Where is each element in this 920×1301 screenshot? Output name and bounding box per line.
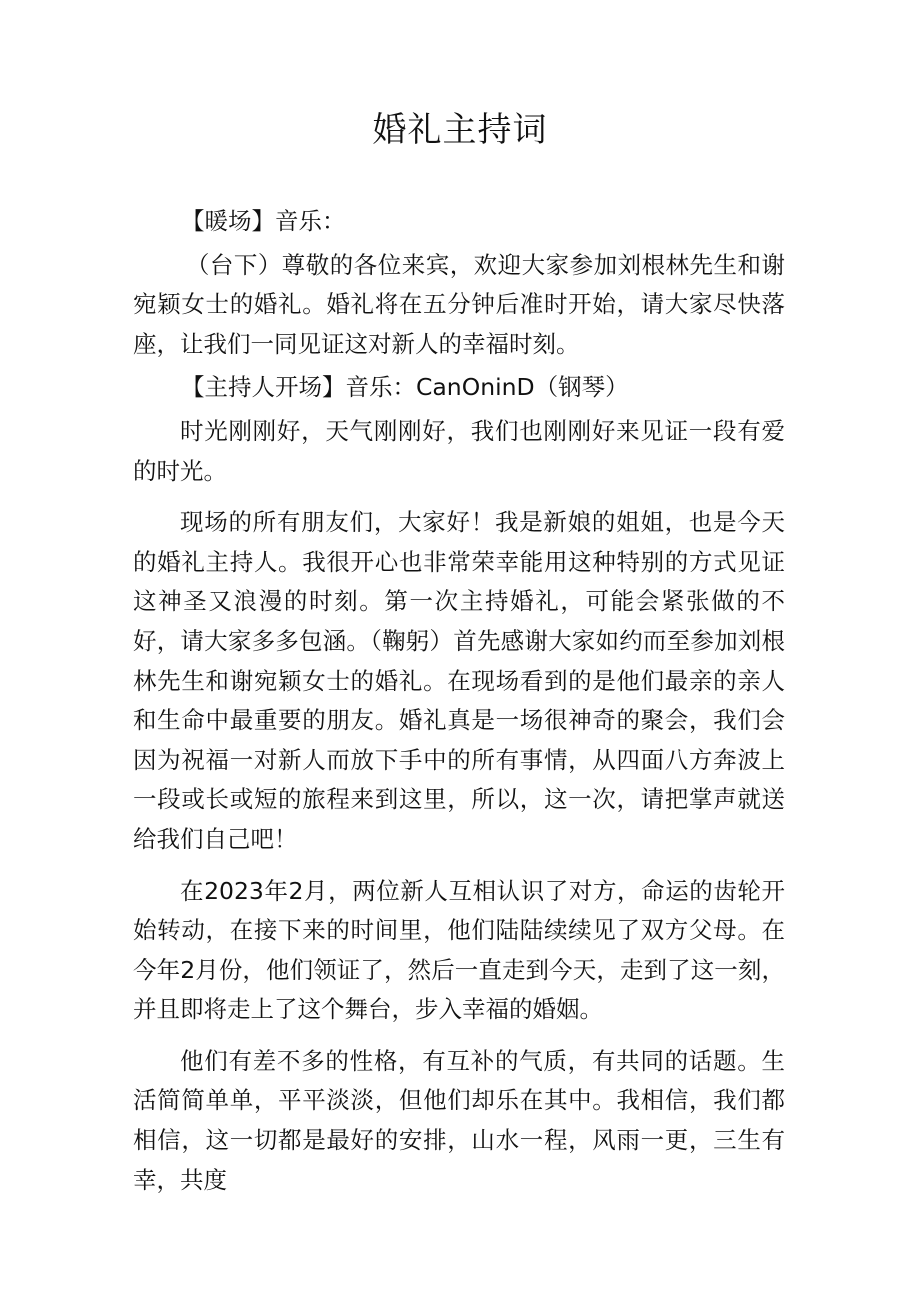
paragraph-couple-character: 他们有差不多的性格，有互补的气质，有共同的话题。生活简简单单，平平淡淡，但他们却乐在其中。我相信，我们都相信，这一切都是最好的安排，山水一程，风雨一更，三生有幸，共度 (133, 1046, 785, 1194)
paragraph-couple-story: 在2023年2月，两位新人互相认识了对方，命运的齿轮开始转动，在接下来的时间里，他们陆陆续续见了双方父母。在今年2月份，他们领证了，然后一直走到今天，走到了这一刻，并且即将走上了这个舞台，步入幸福的婚姻。 (133, 876, 785, 1024)
section-label-host-opening: 【主持人开场】音乐：CanOninD（钢琴） (181, 373, 629, 402)
document-title: 婚礼主持词 (372, 110, 548, 150)
document-body (133, 202, 785, 1212)
section-label-warmup: 【暖场】音乐： (181, 207, 346, 235)
paragraph-host-introduction: 现场的所有朋友们，大家好！我是新娘的姐姐，也是今天的婚礼主持人。我很开心也非常荣幸能用这种特别的方式见证这神圣又浪漫的时刻。第一次主持婚礼，可能会紧张做的不好，请大家多多包涵。（鞠躬）首先感谢大家如约而至参加刘根林先生和谢宛颖女士的婚礼。在现场看到的是他们最亲的亲人和生命中最重要的朋友。婚礼真是一场很神奇的聚会，我们会因为祝福一对新人而放下手中的所有事情，从四面八方奔波上一段或长或短的旅程来到这里，所以，这一次，请把掌声就送给我们自己吧！ (133, 508, 785, 853)
paragraph-opening-line: 时光刚刚好，天气刚刚好，我们也刚刚好来见证一段有爱的时光。 (133, 416, 785, 485)
paragraph-welcome: （台下）尊敬的各位来宾，欢迎大家参加刘根林先生和谢宛颖女士的婚礼。婚礼将在五分钟后准时开始，请大家尽快落座，让我们一同见证这对新人的幸福时刻。 (133, 250, 785, 358)
